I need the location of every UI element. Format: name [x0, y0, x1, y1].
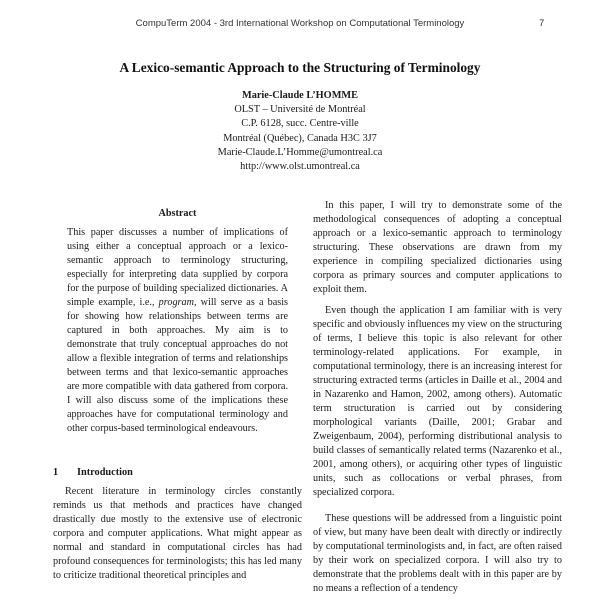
section-number: 1 — [53, 467, 59, 478]
introduction-paragraph: Recent literature in terminology circles constantly reminds us that methods and practices have changed drastically due mostly to the extensive use of electronic corpora and computer applications. What might appear as normal and standard in computational circles has had profound consequences for terminologists; this has led many to criticize traditional theoretical principles and — [53, 486, 302, 581]
author-city: Montréal (Québec), Canada H3C 3J7 — [223, 132, 377, 144]
section-heading-introduction — [53, 466, 302, 480]
body-paragraph-3: These questions will be addressed from a linguistic point of view, but many have been dealt with directly or indirectly by computational terminologists and, in fact, are often raised by their work on specialized corpora. I will also try to demonstrate that the problems dealt with in this paper are by no means a reflection of a tendency — [313, 513, 562, 594]
author-affiliation: OLST – Université de Montréal — [234, 104, 366, 116]
section-title: Introduction — [77, 467, 133, 478]
left-column — [53, 207, 302, 583]
abstract-heading: Abstract — [158, 208, 197, 219]
author-name: Marie-Claude L’HOMME — [241, 90, 358, 101]
page-number: 7 — [539, 18, 545, 29]
body-paragraph-1: In this paper, I will try to demonstrate some of the methodological consequences of adopting a conceptual approach or a lexico-semantic approach to terminology structuring. These observations are drawn from my experience in compiling specialized dictionaries using corpora as primary sources and computer applications to exploit them. — [313, 200, 562, 295]
abstract-example-term: program — [158, 297, 194, 308]
author-address: C.P. 6128, succ. Centre-ville — [241, 118, 359, 130]
author-email: Marie-Claude.L’Homme@umontreal.ca — [217, 146, 383, 158]
author-block — [0, 89, 600, 174]
abstract-text — [53, 226, 302, 436]
right-column — [313, 199, 562, 596]
abstract-text-part2: , will serve as a basis for showing how relationships between terms are captured in both approaches. My aim is to demonstrate that truly conceptual approaches do not allow a flexible integration of terms and relationships between terms and that lexico-semantic approaches are more compatible with data gathered from corpora. I will also discuss some of the implications these approaches have for computational terminology and other corpus-based terminological endeavours. — [67, 297, 288, 434]
paper-title: A Lexico-semantic Approach to the Structuring of Terminology — [119, 60, 481, 75]
abstract — [53, 207, 302, 436]
conference-name: CompuTerm 2004 - 3rd International Workshop on Computational Terminology — [135, 18, 465, 29]
abstract-text-part1: This paper discusses a number of implications of using either a conceptual approach or a lexico-semantic approach to terminology structuring, especially for interpreting data supplied by corpora for the purpose of building specialized dictionaries. A simple example, i.e., — [67, 227, 288, 308]
body-paragraph-2: Even though the application I am familiar with is very specific and obviously influences my view on the structuring of terms, I believe this topic is also relevant for other terminology-related applications. For example, in computational terminology, there is an increasing interest for structuring extracted terms (articles in Daille et al., 2004 and in Nazarenko and Hamon, 2002, among others). Automatic term structuration is carried out by considering morphological variants (Daille, 2001; Grabar and Zweigenbaum, 2004), performing distributional analysis to build classes of semantically related terms (Nazarenko et al., 2001, among others), or acquiring other types of linguistic units, such as collocations or verbal phrases, from specialized corpora. — [313, 305, 562, 498]
author-url: http://www.olst.umontreal.ca — [240, 161, 360, 173]
